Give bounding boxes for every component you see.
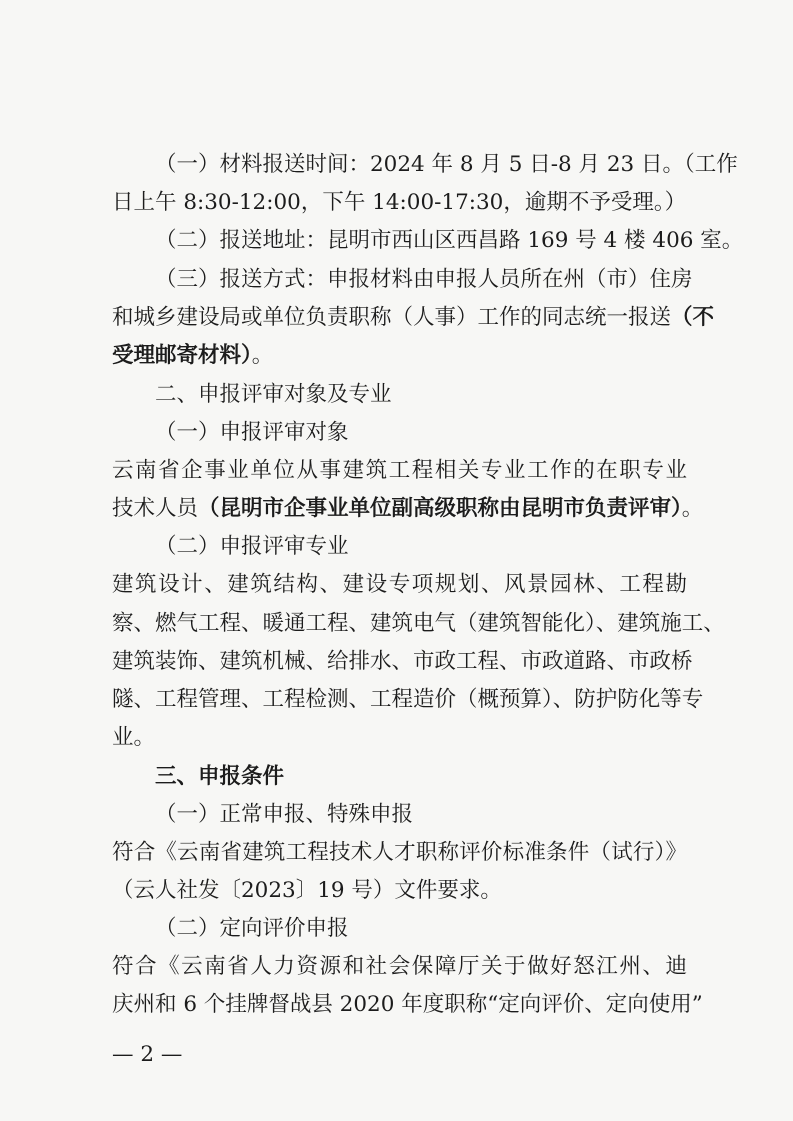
subheading-normal-special: （一）正常申报、特殊申报 <box>155 802 414 827</box>
paragraph-submission-method-cont <box>112 303 715 333</box>
paragraph-standard-doc-number: （云人社发〔2023〕19 号）文件要求。 <box>112 878 502 903</box>
paragraph-targeted-2: 庆州和 6 个挂牌督战县 2020 年度职称“定向评价、定向使用” <box>112 992 703 1017</box>
paragraph-majors-3: 建筑装饰、建筑机械、给排水、市政工程、市政道路、市政桥 <box>112 649 693 674</box>
text-normal: 和城乡建设局或单位负责职称（人事）工作的同志统一报送 <box>112 305 672 330</box>
text-period: 。 <box>251 343 274 368</box>
subheading-targeted-evaluation: （二）定向评价申报 <box>155 916 349 941</box>
paragraph-review-targets-cont <box>112 494 704 524</box>
text-period: 。 <box>681 496 704 521</box>
paragraph-majors-2: 察、燃气工程、暖通工程、建筑电气（建筑智能化）、建筑施工、 <box>112 611 725 636</box>
text-normal: 技术人员 <box>112 496 199 521</box>
text-bold-emphasis: （不 <box>671 305 715 330</box>
subheading-review-majors: （二）申报评审专业 <box>155 534 349 559</box>
paragraph-majors-1: 建筑设计、建筑结构、建设专项规划、风景园林、工程勘 <box>112 572 687 597</box>
page-number: — 2 — <box>112 1042 183 1067</box>
heading-section-3: 三、申报条件 <box>155 764 285 789</box>
paragraph-submission-hours: 日上午 8:30-12:00，下午 14:00-17:30，逾期不予受理。） <box>112 190 687 215</box>
paragraph-majors-5: 业。 <box>112 725 156 750</box>
paragraph-submission-time: （一）材料报送时间：2024 年 8 月 5 日-8 月 23 日。（工作 <box>155 152 738 177</box>
paragraph-standard-conditions: 符合《云南省建筑工程技术人才职称评价标准条件（试行）》 <box>112 840 687 865</box>
paragraph-submission-method: （三）报送方式：申报材料由申报人员所在州（市）住房 <box>155 267 693 292</box>
paragraph-review-targets: 云南省企事业单位从事建筑工程相关专业工作的在职专业 <box>112 458 687 483</box>
paragraph-no-mail <box>112 341 687 371</box>
paragraph-majors-4: 隧、工程管理、工程检测、工程造价（概预算）、防护防化等专 <box>112 687 704 712</box>
text-bold-kunming: （昆明市企事业单位副高级职称由昆明市负责评审） <box>198 496 682 521</box>
text-bold-no-mail: 受理邮寄材料） <box>112 343 252 368</box>
subheading-review-targets: （一）申报评审对象 <box>155 420 349 445</box>
paragraph-targeted-1: 符合《云南省人力资源和社会保障厅关于做好怒江州、迪 <box>112 954 687 979</box>
paragraph-submission-address: （二）报送地址：昆明市西山区西昌路 169 号 4 楼 406 室。 <box>155 228 744 253</box>
heading-section-2: 二、申报评审对象及专业 <box>155 382 392 407</box>
